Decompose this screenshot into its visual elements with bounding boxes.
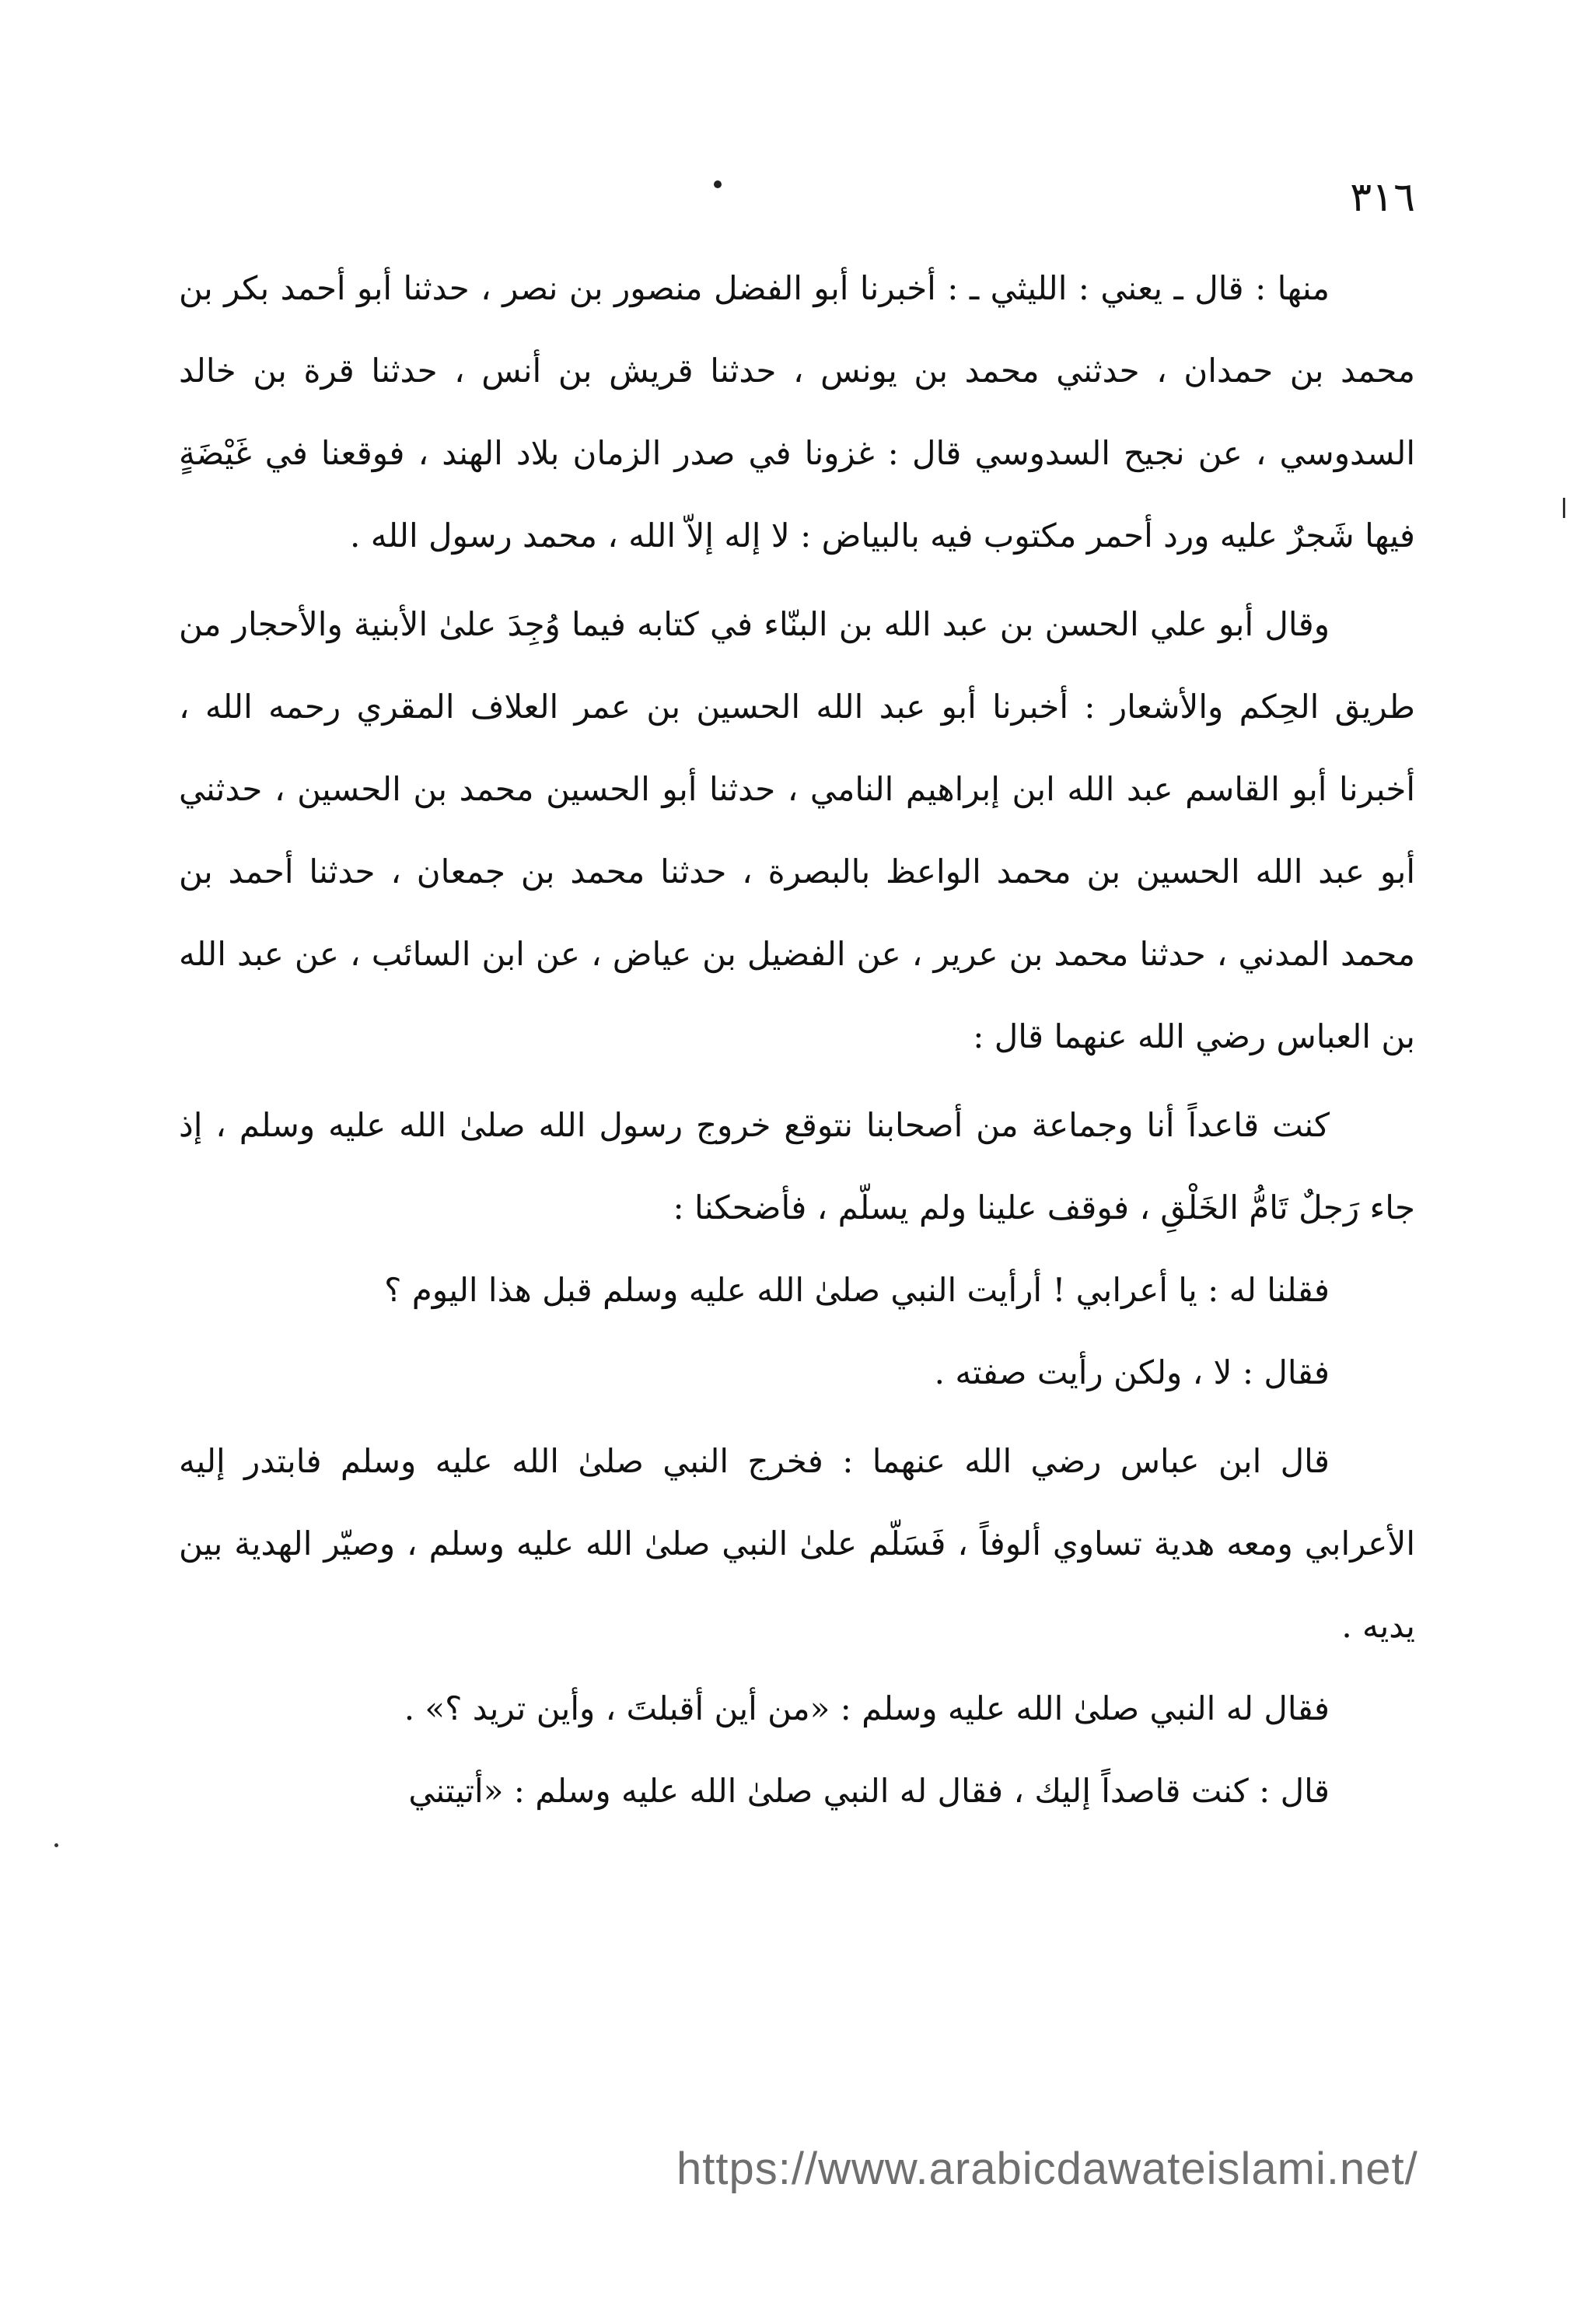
margin-mark [1563,498,1565,518]
paragraph-1: منها : قال ـ يعني : الليثي ـ : أخبرنا أبو الفضل منصور بن نصر ، حدثنا أبو أحمد بكر بن محمد بن حمدان ، حدثني محمد بن يونس ، حدثنا قريش بن أنس ، حدثنا قرة بن خالد السدوسي ، عن نجيح السدوسي قال : غزونا في صدر الزمان بلاد الهند ، فوقعنا في غَيْضَةٍ فيها شَجرٌ عليه ورد أحمر مكتوب فيه بالبياض : لا إله إلاّ الله ، محمد رسول الله . [179,269,1415,555]
paragraph-4: فقلنا له : يا أعرابي ! أرأيت النبي صلىٰ الله عليه وسلم قبل هذا اليوم ؟ [384,1271,1330,1309]
paragraph-7: فقال له النبي صلىٰ الله عليه وسلم : «من أين أقبلتَ ، وأين تريد ؟» . [404,1689,1330,1727]
paragraph-2: وقال أبو علي الحسن بن عبد الله بن البنّاء في كتابه فيما وُجِدَ علىٰ الأبنية والأحجار من طريق الحِكم والأشعار : أخبرنا أبو عبد الله الحسين بن عمر العلاف المقري رحمه الله ، أخبرنا أبو القاسم عبد الله ابن إبراهيم النامي ، حدثنا أبو الحسين محمد بن الحسين ، حدثني أبو عبد الله الحسين بن محمد الواعظ بالبصرة ، حدثنا محمد بن جمعان ، حدثنا أحمد بن محمد المدني ، حدثنا محمد بن عرير ، عن الفضيل بن عياض ، عن ابن السائب ، عن عبد الله بن العباس رضي الله عنهما قال : [179,605,1415,1055]
footer-url[interactable]: https://www.arabicdawateislami.net/ [676,2144,1418,2194]
paragraph-8: قال : كنت قاصداً إليك ، فقال له النبي صلىٰ الله عليه وسلم : «أتيتني [408,1772,1330,1810]
margin-dot [54,1843,58,1847]
page-body-text [179,247,1415,1832]
page-number: ٣١٦ [1350,174,1415,221]
paragraph-6: قال ابن عباس رضي الله عنهما : فخرج النبي صلىٰ الله عليه وسلم فابتدر إليه الأعرابي ومعه هدية تساوي ألوفاً ، فَسَلّم علىٰ النبي صلىٰ الله عليه وسلم ، وصيّر الهدية بين يديه . [179,1442,1415,1645]
paragraph-3: كنت قاعداً أنا وجماعة من أصحابنا نتوقع خروج رسول الله صلىٰ الله عليه وسلم ، إذ جاء رَجلٌ تَامُّ الخَلْقِ ، فوقف علينا ولم يسلّم ، فأضحكنا : [179,1106,1415,1227]
paragraph-5: فقال : لا ، ولكن رأيت صفته . [934,1353,1330,1391]
top-dot [714,180,722,188]
